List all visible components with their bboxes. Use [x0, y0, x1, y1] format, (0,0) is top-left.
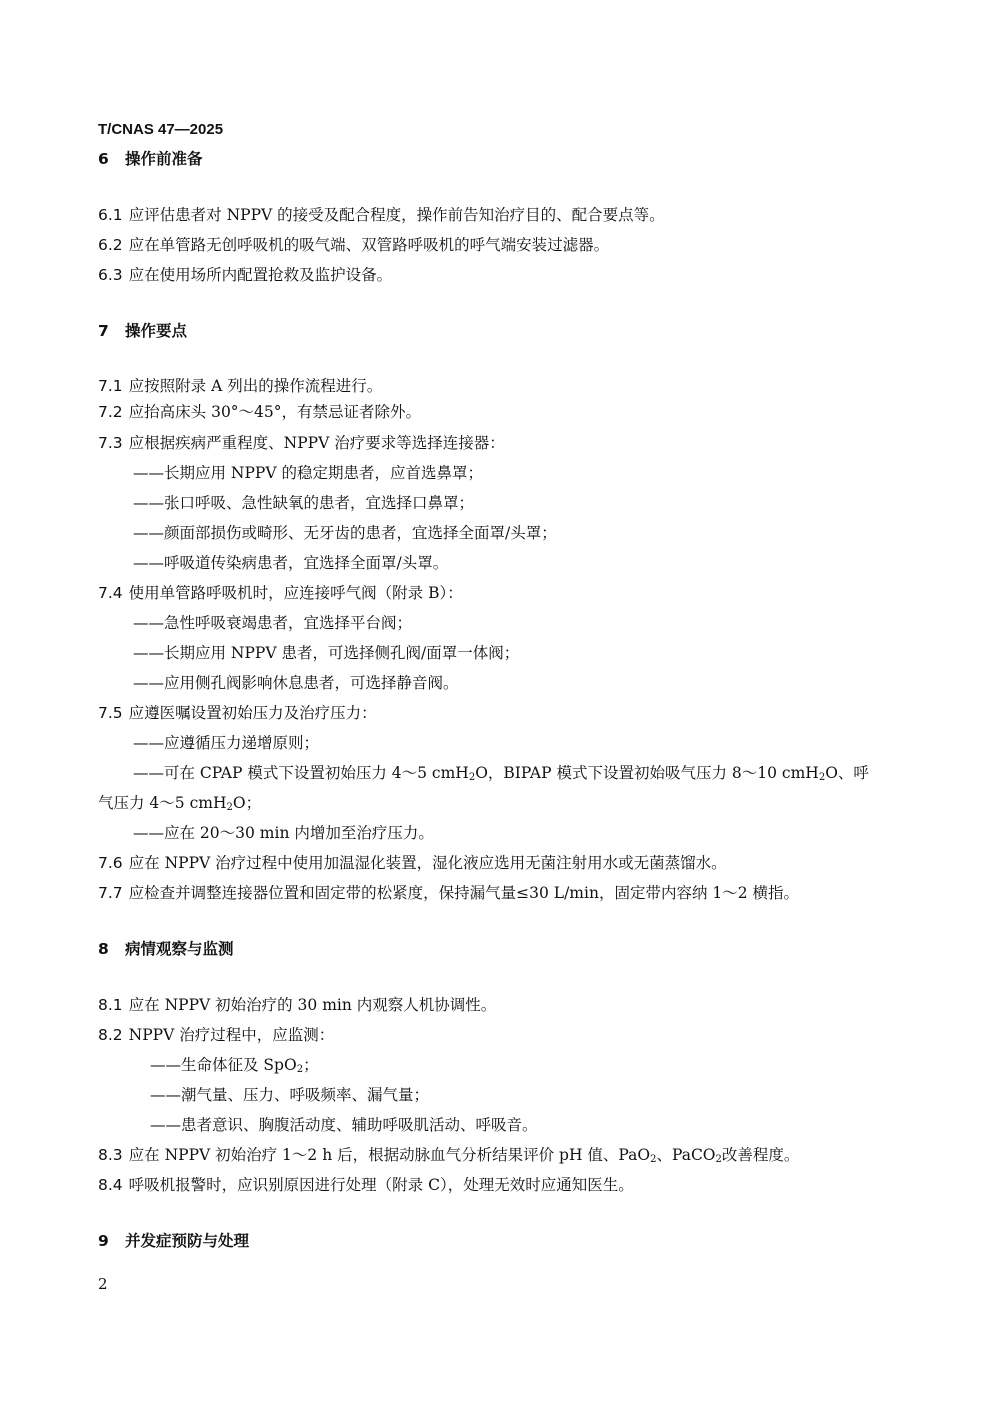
section-6-heading [98, 149, 203, 169]
clause-7-5 [98, 703, 377, 723]
list-item-pressure: ——可在 CPAP 模式下设置初始压力 4～5 cmH$_2$O，BIPAP 模式下设置初始吸气压力 8～10 cmH$_2$O、呼 [133, 764, 869, 783]
list-item: ——呼吸道传染病患者，宜选择全面罩/头罩。 [133, 554, 449, 572]
list-item-pressure-cont: 气压力 4～5 cmH$_2$O； [98, 794, 262, 813]
clause-text: 呼吸机报警时，应识别原因进行处理（附录 C），处理无效时应通知医生。 [128, 1176, 634, 1194]
list-item: ——长期应用 NPPV 的稳定期患者，应首选鼻罩； [133, 464, 483, 482]
list-item: ——长期应用 NPPV 患者，可选择侧孔阀/面罩一体阀； [133, 644, 520, 662]
page-number: 2 [98, 1275, 108, 1293]
clause-6-2 [98, 235, 609, 255]
clause-8-4 [98, 1175, 634, 1195]
list-item: ——应在 20～30 min 内增加至治疗压力。 [133, 824, 434, 842]
clause-number: 6.1 [98, 206, 123, 224]
clause-6-3 [98, 265, 392, 285]
clause-text: 使用单管路呼吸机时，应连接呼气阀（附录 B）： [128, 584, 463, 602]
list-item: ——急性呼吸衰竭患者，宜选择平台阀； [133, 614, 413, 632]
clause-text: 应在 NPPV 治疗过程中使用加温湿化装置，湿化液应选用无菌注射用水或无菌蒸馏水。 [128, 854, 727, 872]
clause-text: 应在使用场所内配置抢救及监护设备。 [128, 266, 393, 284]
clause-number: 7.4 [98, 584, 123, 602]
doc-number: T/CNAS 47—2025 [98, 121, 224, 138]
list-item: ——应遵循压力递增原则； [133, 734, 320, 752]
clause-text: 应抬高床头 30°～45°，有禁忌证者除外。 [128, 403, 422, 421]
section-title: 病情观察与监测 [125, 940, 234, 958]
clause-7-7 [98, 883, 799, 903]
clause-number: 8.3 [98, 1146, 123, 1164]
section-number: 7 [98, 322, 109, 340]
clause-number: 8.4 [98, 1176, 123, 1194]
list-item: ——张口呼吸、急性缺氧的患者，宜选择口鼻罩； [133, 494, 475, 512]
clause-text: 应遵医嘱设置初始压力及治疗压力： [128, 704, 377, 722]
section-number: 6 [98, 150, 109, 168]
clause-number: 7.2 [98, 403, 123, 421]
list-item: ——颜面部损伤或畸形、无牙齿的患者，宜选择全面罩/头罩； [133, 524, 557, 542]
clause-text: 应检查并调整连接器位置和固定带的松紧度，保持漏气量≤30 L/min，固定带内容纳 1～2 横指。 [128, 884, 800, 902]
clause-number: 7.7 [98, 884, 123, 902]
clause-number: 8.1 [98, 996, 123, 1014]
clause-8-2 [98, 1025, 334, 1045]
clause-number: 7.3 [98, 434, 123, 452]
clause-7-6 [98, 853, 727, 873]
list-item: ——生命体征及 SpO$_2$； [150, 1056, 319, 1075]
section-number: 8 [98, 940, 109, 958]
clause-number: 6.3 [98, 266, 123, 284]
clause-6-1 [98, 205, 665, 225]
clause-text: 应在 NPPV 初始治疗的 30 min 内观察人机协调性。 [128, 996, 497, 1014]
clause-number: 7.6 [98, 854, 123, 872]
clause-7-3 [98, 433, 505, 453]
section-8-heading [98, 939, 234, 959]
clause-text: 应在 NPPV 初始治疗 1～2 h 后，根据动脉血气分析结果评价 pH 值、PaO$_2$、PaCO$_2$改善程度。 [128, 1146, 800, 1165]
list-item: ——应用侧孔阀影响休息患者，可选择静音阀。 [133, 674, 459, 692]
clause-7-2 [98, 402, 421, 422]
clause-text: 应评估患者对 NPPV 的接受及配合程度，操作前告知治疗目的、配合要点等。 [128, 206, 665, 224]
clause-8-3 [98, 1145, 799, 1170]
list-item: ——潮气量、压力、呼吸频率、漏气量； [150, 1086, 430, 1104]
clause-text: NPPV 治疗过程中，应监测： [128, 1026, 335, 1044]
clause-text: 应在单管路无创呼吸机的吸气端、双管路呼吸机的呼气端安装过滤器。 [128, 236, 610, 254]
section-title: 操作要点 [125, 322, 188, 340]
clause-text: 应根据疾病严重程度、NPPV 治疗要求等选择连接器： [128, 434, 505, 452]
clause-number: 7.5 [98, 704, 123, 722]
clause-number: 8.2 [98, 1026, 123, 1044]
clause-text: 应按照附录 A 列出的操作流程进行。 [128, 377, 383, 395]
section-number: 9 [98, 1232, 109, 1250]
section-7-heading [98, 321, 187, 341]
clause-number: 7.1 [98, 377, 123, 395]
clause-number: 6.2 [98, 236, 123, 254]
list-item: ——患者意识、胸腹活动度、辅助呼吸肌活动、呼吸音。 [150, 1116, 538, 1134]
section-title: 并发症预防与处理 [125, 1232, 250, 1250]
section-title: 操作前准备 [125, 150, 203, 168]
section-9-heading [98, 1231, 249, 1251]
clause-7-4 [98, 583, 463, 603]
clause-7-1 [98, 376, 382, 396]
clause-8-1 [98, 995, 496, 1015]
